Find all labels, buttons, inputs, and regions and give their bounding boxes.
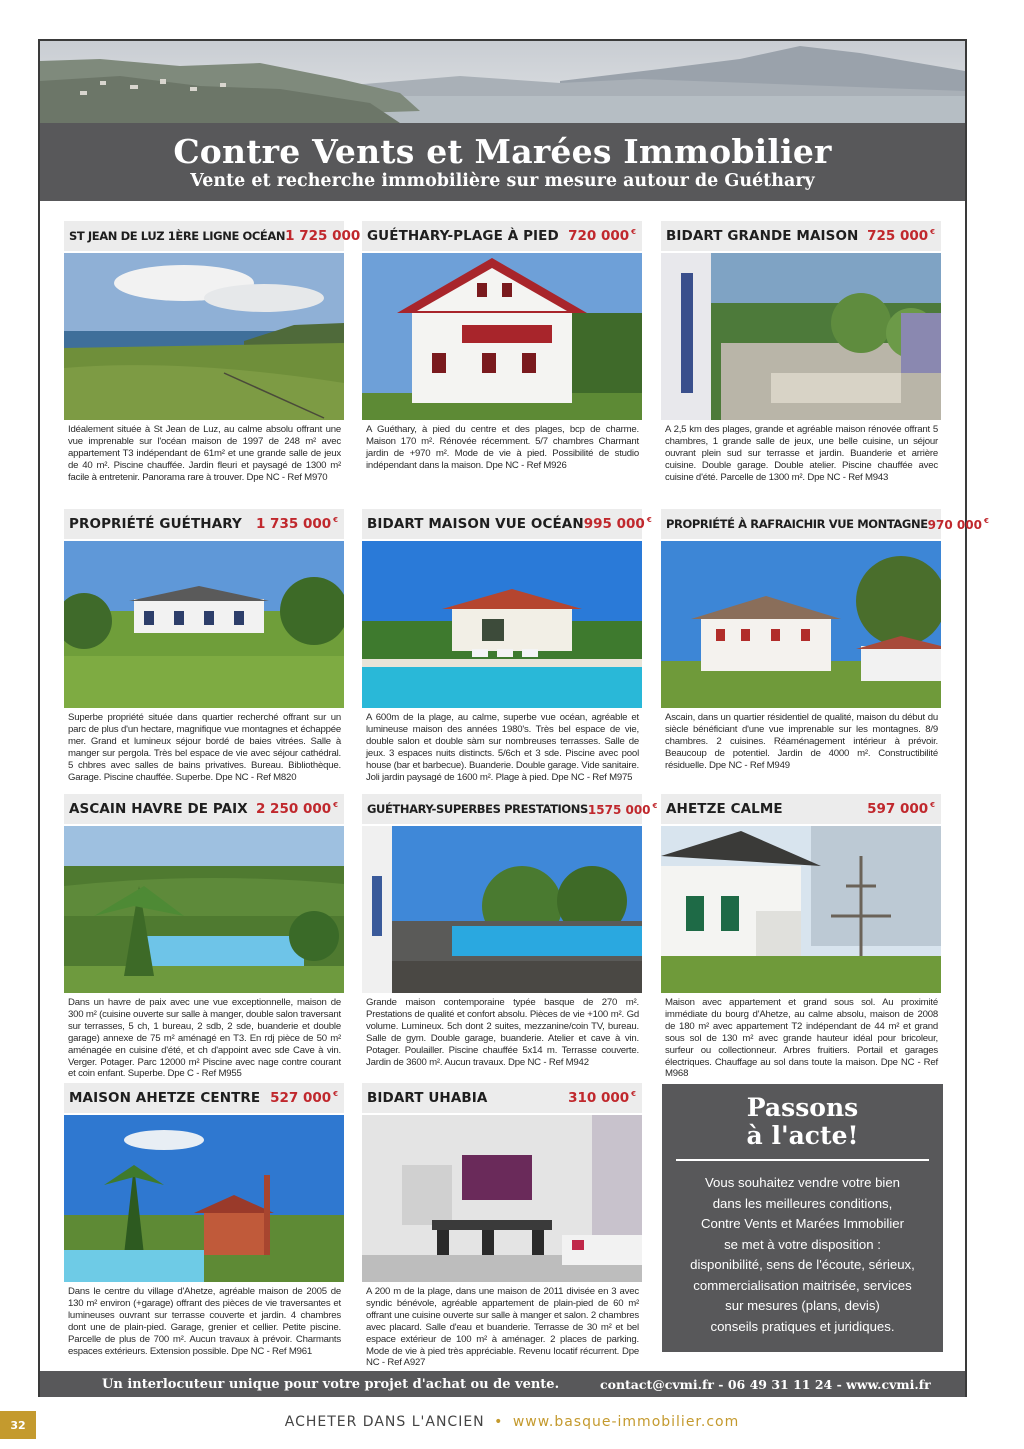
listing-description: A Guéthary, à pied du centre et des plages, bcp de charme. Maison 170 m². Rénovée récemment. 5/7 chambres Charmant jardin de +970 m². Mode de vie à pied. Possibilité de studio indépendant dans la maison. Dpe NC - Ref M926 bbox=[366, 424, 639, 471]
page-number: 32 bbox=[0, 1411, 36, 1439]
currency-symbol: € bbox=[983, 516, 989, 525]
listing-description: Idéalement située à St Jean de Luz, au calme absolu offrant une vue imprenable sur l'océan maison de 1997 de 248 m² avec appartement T3 indépendant de 61m² et une grande salle de jeux de 40 m². Piscine chauffée. Jardin fleuri et paysagé de 1300 m² facile à entretenir. Panorama rare à trouver. Dpe NC - Ref M970 bbox=[68, 424, 341, 483]
promo-line: sur mesures (plans, devis) bbox=[725, 1298, 880, 1313]
listing-price: 970 000 bbox=[927, 517, 982, 532]
listing-price: 2 250 000 bbox=[255, 801, 332, 817]
page-frame bbox=[38, 39, 989, 1397]
listing-title: GUÉTHARY-PLAGE À PIED bbox=[367, 228, 559, 244]
listing-card[interactable] bbox=[362, 509, 652, 783]
contact-bar bbox=[40, 1371, 965, 1397]
page-header bbox=[40, 123, 965, 201]
page-title: Contre Vents et Marées Immobilier bbox=[173, 132, 832, 171]
listing-photo[interactable] bbox=[64, 253, 344, 420]
promo-box bbox=[662, 1084, 943, 1352]
contact-info[interactable]: contact@cvmi.fr - 06 49 31 11 24 - www.cvmi.fr bbox=[600, 1376, 931, 1392]
listing-title: BIDART GRANDE MAISON bbox=[666, 228, 859, 244]
listing-card[interactable] bbox=[362, 221, 642, 472]
listing-photo[interactable] bbox=[661, 826, 941, 993]
footer-separator: • bbox=[494, 1414, 504, 1430]
page-subtitle: Vente et recherche immobilière sur mesure autour de Guéthary bbox=[190, 171, 815, 191]
tagline: Un interlocuteur unique pour votre projet d'achat ou de vente. bbox=[102, 1376, 560, 1392]
listing-card[interactable] bbox=[661, 509, 989, 772]
listing-description: Ascain, dans un quartier résidentiel de qualité, maison du début du siècle bénéficiant d'une vue imprenable sur les montagnes. 8/9 chambres. 2 cuisines. Réaménagement intérieur à prévoir. Beaucoup de potentiel. Jardin de 4000 m². Constructibilité résiduelle. Dpe NC - Ref M949 bbox=[665, 712, 938, 771]
listing-price: 310 000 bbox=[568, 1090, 630, 1106]
listing-card[interactable] bbox=[64, 794, 344, 1080]
listing-photo[interactable] bbox=[362, 541, 642, 708]
listing-photo[interactable] bbox=[362, 253, 642, 420]
listing-description: Grande maison contemporaine typée basque de 270 m². Prestations de qualité et confort absolu. Pièces de vie +100 m². Gd volume. Lumineux. 5ch dont 2 suites, mezzanine/coin TV, bureau. Salle de gym. Double garage, buanderie. Atelier et cave à vin. Potager. Poulailler. Piscine chauffée 5x14 m. Terrasse couverte. Jardin de 3600 m². Aucun travaux. Dpe NC - Ref M942 bbox=[366, 997, 639, 1068]
listing-card[interactable] bbox=[64, 1083, 344, 1357]
listing-description: A 2,5 km des plages, grande et agréable maison rénovée offrant 5 chambres, 1 grande salle de jeux, une belle cuisine, un séjour ouvrant plein sud sur terrasse et jardin. Buanderie et arrière cuisine. Double garage. Double atelier. Piscine chauffée avec cuisine d'été. Parcelle de 1300 m². Dpe NC - Ref M943 bbox=[665, 424, 938, 483]
listing-card[interactable] bbox=[362, 794, 658, 1068]
listing-card[interactable] bbox=[64, 221, 361, 484]
listing-card[interactable] bbox=[661, 794, 941, 1080]
listing-title: ASCAIN HAVRE DE PAIX bbox=[69, 801, 248, 817]
listing-title: MAISON AHETZE CENTRE bbox=[69, 1090, 261, 1106]
listing-price: 527 000 bbox=[270, 1090, 332, 1106]
promo-title-line2: à l'acte! bbox=[746, 1121, 859, 1150]
listing-description: Dans un havre de paix avec une vue exceptionnelle, maison de 300 m² (cuisine ouverte sur salle à manger, double salon traversant sur terrasses, 5 ch, 1 bureau, 2 sdb, 2 sde, buanderie et double garage) annexe de 75 m² aménagé en T3. En rdj pièce de 50 m² aménagée en cuisine d'été, et ch d'appoint avec sde Cave à vin. Verger. Potager. Parc 12000 m² Piscine avec nage contre courant et coin enfant. Superbe. Dpe C - Ref M955 bbox=[68, 997, 341, 1080]
promo-divider bbox=[676, 1159, 929, 1161]
currency-symbol: € bbox=[333, 1090, 338, 1098]
promo-line: Contre Vents et Marées Immobilier bbox=[700, 1216, 905, 1231]
promo-title-line1: Passons bbox=[746, 1093, 859, 1122]
listing-photo[interactable] bbox=[362, 826, 642, 993]
listing-photo[interactable] bbox=[64, 826, 344, 993]
listing-photo[interactable] bbox=[661, 253, 941, 420]
promo-line: conseils pratiques et juridiques. bbox=[710, 1318, 895, 1334]
footer-section: ACHETER DANS L'ANCIEN bbox=[284, 1414, 485, 1430]
footer-website-link[interactable]: www.basque-immobilier.com bbox=[512, 1414, 740, 1430]
listing-description: A 600m de la plage, au calme, superbe vue océan, agréable et lumineuse maison des années 1980's. Très bel espace de vie, double salon et double sàm sur nombreuses terrasses. Salle de jeux. 3 espaces nuits distincts. 5/6ch et 3 sde. Piscine avec pool house (bar et barbecue). Buanderie. Double garage. Vide sanitaire. Joli jardin paysagé de 1600 m². Plage à pied. Dpe NC - Ref M975 bbox=[366, 712, 639, 783]
listing-title: PROPRIÉTÉ À RAFRAICHIR VUE MONTAGNE bbox=[666, 517, 928, 531]
listing-price: 1 735 000 bbox=[255, 516, 332, 532]
listing-title: AHETZE CALME bbox=[666, 801, 783, 817]
listing-description: Superbe propriété située dans quartier recherché offrant sur un parc de plus d'un hectare, magnifique vue montagnes et échappée mer. Grand et lumineux séjour bordé de baies vitrées. Salle à manger sur pergola. Très bel espace de vie avec séjour cathédral. 5 chbres avec salles de bains privatives. Bureau. Bibliothèque. Garage. Piscine chauffée. Superbe. Dpe NC - Ref M820 bbox=[68, 712, 341, 783]
listing-photo[interactable] bbox=[661, 541, 941, 708]
listing-photo[interactable] bbox=[64, 541, 344, 708]
promo-line: disponibilité, sens de l'écoute, sérieux, bbox=[690, 1257, 915, 1272]
currency-symbol: € bbox=[333, 801, 338, 809]
listing-title: PROPRIÉTÉ GUÉTHARY bbox=[69, 516, 242, 532]
listing-card[interactable] bbox=[64, 509, 344, 783]
listing-card[interactable] bbox=[362, 1083, 642, 1369]
coastline-banner-image bbox=[40, 41, 965, 123]
listing-price: 725 000 bbox=[867, 228, 929, 244]
listing-price: 995 000 bbox=[583, 516, 645, 532]
listing-price: 597 000 bbox=[867, 801, 929, 817]
currency-symbol: € bbox=[631, 228, 636, 236]
listing-price: 1 725 000 bbox=[285, 228, 361, 244]
listing-description: Maison avec appartement et grand sous sol. Au proximité immédiate du bourg d'Ahetze, au calme absolu, maison de 2008 de 180 m² avec appartement T2 indépendant de 44 m² et grand sous sol de 130 m² avec grande hauteur idéal pour bricoleur, surfeur ou collectionneur. Arbres fruitiers. Portail et garages électriques. Chauffage au sol dans toute la maison. Dpe NC - Ref M968 bbox=[665, 997, 938, 1080]
currency-symbol: € bbox=[646, 516, 652, 524]
listing-title: GUÉTHARY-SUPERBES PRESTATIONS bbox=[367, 802, 588, 816]
promo-line: se met à votre disposition : bbox=[724, 1236, 881, 1252]
currency-symbol: € bbox=[631, 1090, 636, 1098]
listing-title: BIDART MAISON VUE OCÉAN bbox=[367, 516, 584, 532]
promo-line: commercialisation maitrisée, services bbox=[693, 1277, 912, 1293]
listing-card[interactable] bbox=[661, 221, 941, 484]
listing-title: ST JEAN DE LUZ 1ÈRE LIGNE OCÉAN bbox=[69, 229, 286, 243]
listing-title: BIDART UHABIA bbox=[367, 1090, 488, 1106]
listing-description: Dans le centre du village d'Ahetze, agréable maison de 2005 de 130 m² environ (+garage) offrant des pièces de vie traversantes et lumineuses ouvrant sur terrasse couverte et jardin. 4 chambres dont une de plain-pied. Garage, grenier et cellier. Petite piscine. Parcelle de plus de 700 m². Aucun travaux à prévoir. Charmants espaces extérieurs. Extension possible. Dpe NC - Ref M961 bbox=[68, 1286, 341, 1357]
currency-symbol: € bbox=[930, 801, 935, 809]
listing-photo[interactable] bbox=[362, 1115, 642, 1282]
page-footer bbox=[0, 1414, 1024, 1430]
listing-price: 720 000 bbox=[568, 228, 630, 244]
listing-description: A 200 m de la plage, dans une maison de 2011 divisée en 3 avec syndic bénévole, agréable appartement de plain-pied de 60 m² offrant une cuisine ouverte sur salle à manger et salon. 2 chambres avec placard. Salle d'eau et buanderie. Terrasse de 30 m² et bel espace extérieur de 100 m² à aménager. 2 places de parking. Mode de vie à pied très appréciable. Revenu locatif récurrent. Dpe NC - Ref A927 bbox=[366, 1286, 639, 1369]
listing-price: 1575 000 bbox=[587, 802, 651, 817]
currency-symbol: € bbox=[333, 516, 338, 524]
listing-photo[interactable] bbox=[64, 1115, 344, 1282]
currency-symbol: € bbox=[652, 801, 658, 810]
promo-line: dans les meilleures conditions, bbox=[712, 1195, 893, 1211]
currency-symbol: € bbox=[930, 228, 935, 236]
promo-line: Vous souhaitez vendre votre bien bbox=[704, 1175, 900, 1190]
